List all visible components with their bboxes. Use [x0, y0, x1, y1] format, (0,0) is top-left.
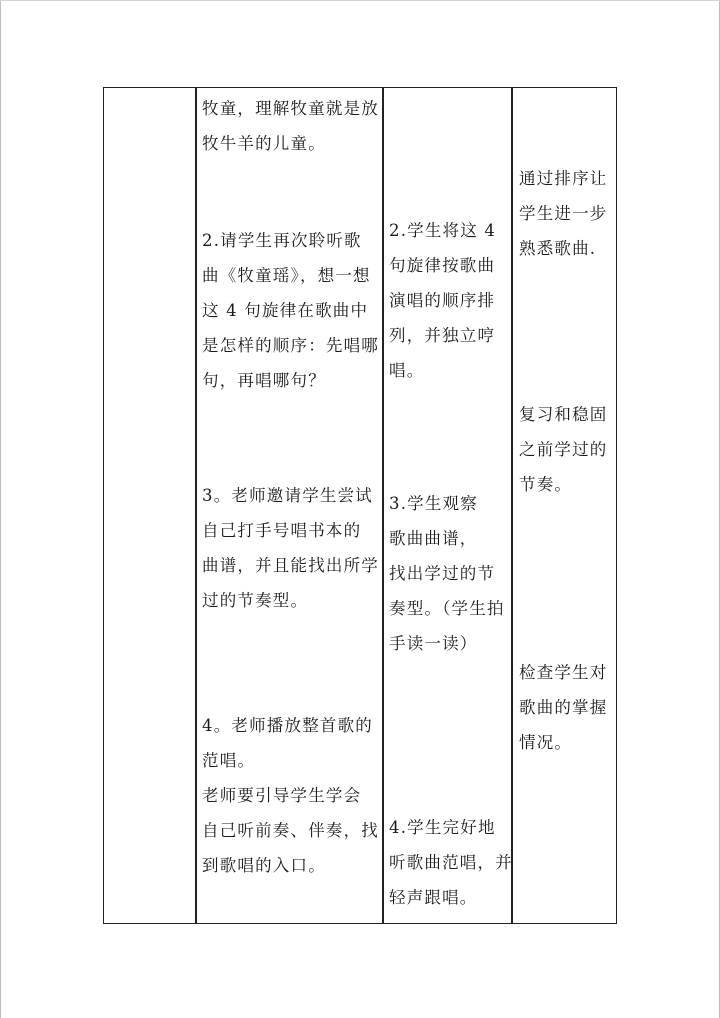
text-line: 4。老师播放整首歌的 — [202, 716, 373, 735]
teacher-step-2 — [202, 223, 379, 398]
text-line: 唱。 — [389, 361, 425, 380]
column-divider-3 — [511, 88, 513, 923]
text-line: 演唱的顺序排 — [389, 291, 496, 310]
text-line: 曲谱，并且能找出所学 — [202, 556, 379, 575]
text-line: 检查学生对 — [519, 663, 608, 682]
text-line: 听歌曲范唱，并 — [389, 853, 513, 872]
student-step-4 — [389, 810, 513, 915]
purpose-4 — [519, 655, 608, 760]
text-line: 这 4 句旋律在歌曲中 — [202, 301, 369, 320]
purpose-2 — [519, 161, 608, 266]
text-line: 列，并独立哼 — [389, 326, 496, 345]
text-line: 牧牛羊的儿童。 — [202, 134, 326, 153]
text-line: 4.学生完好地 — [389, 818, 496, 837]
student-step-2 — [389, 213, 496, 388]
teacher-step-3 — [202, 478, 379, 618]
text-line: 轻声跟唱。 — [389, 888, 478, 907]
text-line: 熟悉歌曲. — [519, 239, 597, 258]
text-line: 句，再唱哪句？ — [202, 371, 326, 390]
purpose-3 — [519, 397, 608, 502]
teacher-step-4 — [202, 708, 379, 883]
text-line: 3。老师邀请学生尝试 — [202, 486, 373, 505]
text-line: 手读一读） — [389, 634, 478, 653]
student-step-3 — [389, 486, 505, 661]
page-edge-left — [0, 0, 1, 1018]
text-line: 到歌唱的入口。 — [202, 856, 326, 875]
text-line: 牧童，理解牧童就是放 — [202, 99, 379, 118]
text-line: 歌曲的掌握 — [519, 698, 608, 717]
text-line: 自己打手号唱书本的 — [202, 521, 362, 540]
text-line: 2.请学生再次聆听歌 — [202, 231, 362, 250]
text-line: 奏型。（学生拍 — [389, 599, 505, 618]
text-line: 之前学过的 — [519, 440, 608, 459]
column-divider-1 — [195, 88, 197, 923]
text-line: 学生进一步 — [519, 204, 608, 223]
text-line: 老师要引导学生学会 — [202, 786, 362, 805]
teacher-step-1 — [202, 91, 379, 161]
text-line: 句旋律按歌曲 — [389, 256, 496, 275]
page-edge-top — [0, 0, 720, 1]
text-line: 曲《牧童瑶》，想一想 — [202, 266, 371, 285]
text-line: 通过排序让 — [519, 169, 608, 188]
text-line: 范唱。 — [202, 751, 256, 770]
text-line: 3.学生观察 — [389, 494, 478, 513]
text-line: 节奏。 — [519, 475, 573, 494]
text-line: 自己听前奏、伴奏，找 — [202, 821, 379, 840]
text-line: 歌曲曲谱， — [389, 529, 478, 548]
lesson-table — [103, 87, 617, 924]
text-line: 是怎样的顺序：先唱哪 — [202, 336, 379, 355]
text-line: 2.学生将这 4 — [389, 221, 497, 240]
text-line: 情况。 — [519, 733, 573, 752]
column-divider-2 — [382, 88, 384, 923]
text-line: 找出学过的节 — [389, 564, 496, 583]
text-line: 复习和稳固 — [519, 405, 608, 424]
text-line: 过的节奏型。 — [202, 591, 309, 610]
